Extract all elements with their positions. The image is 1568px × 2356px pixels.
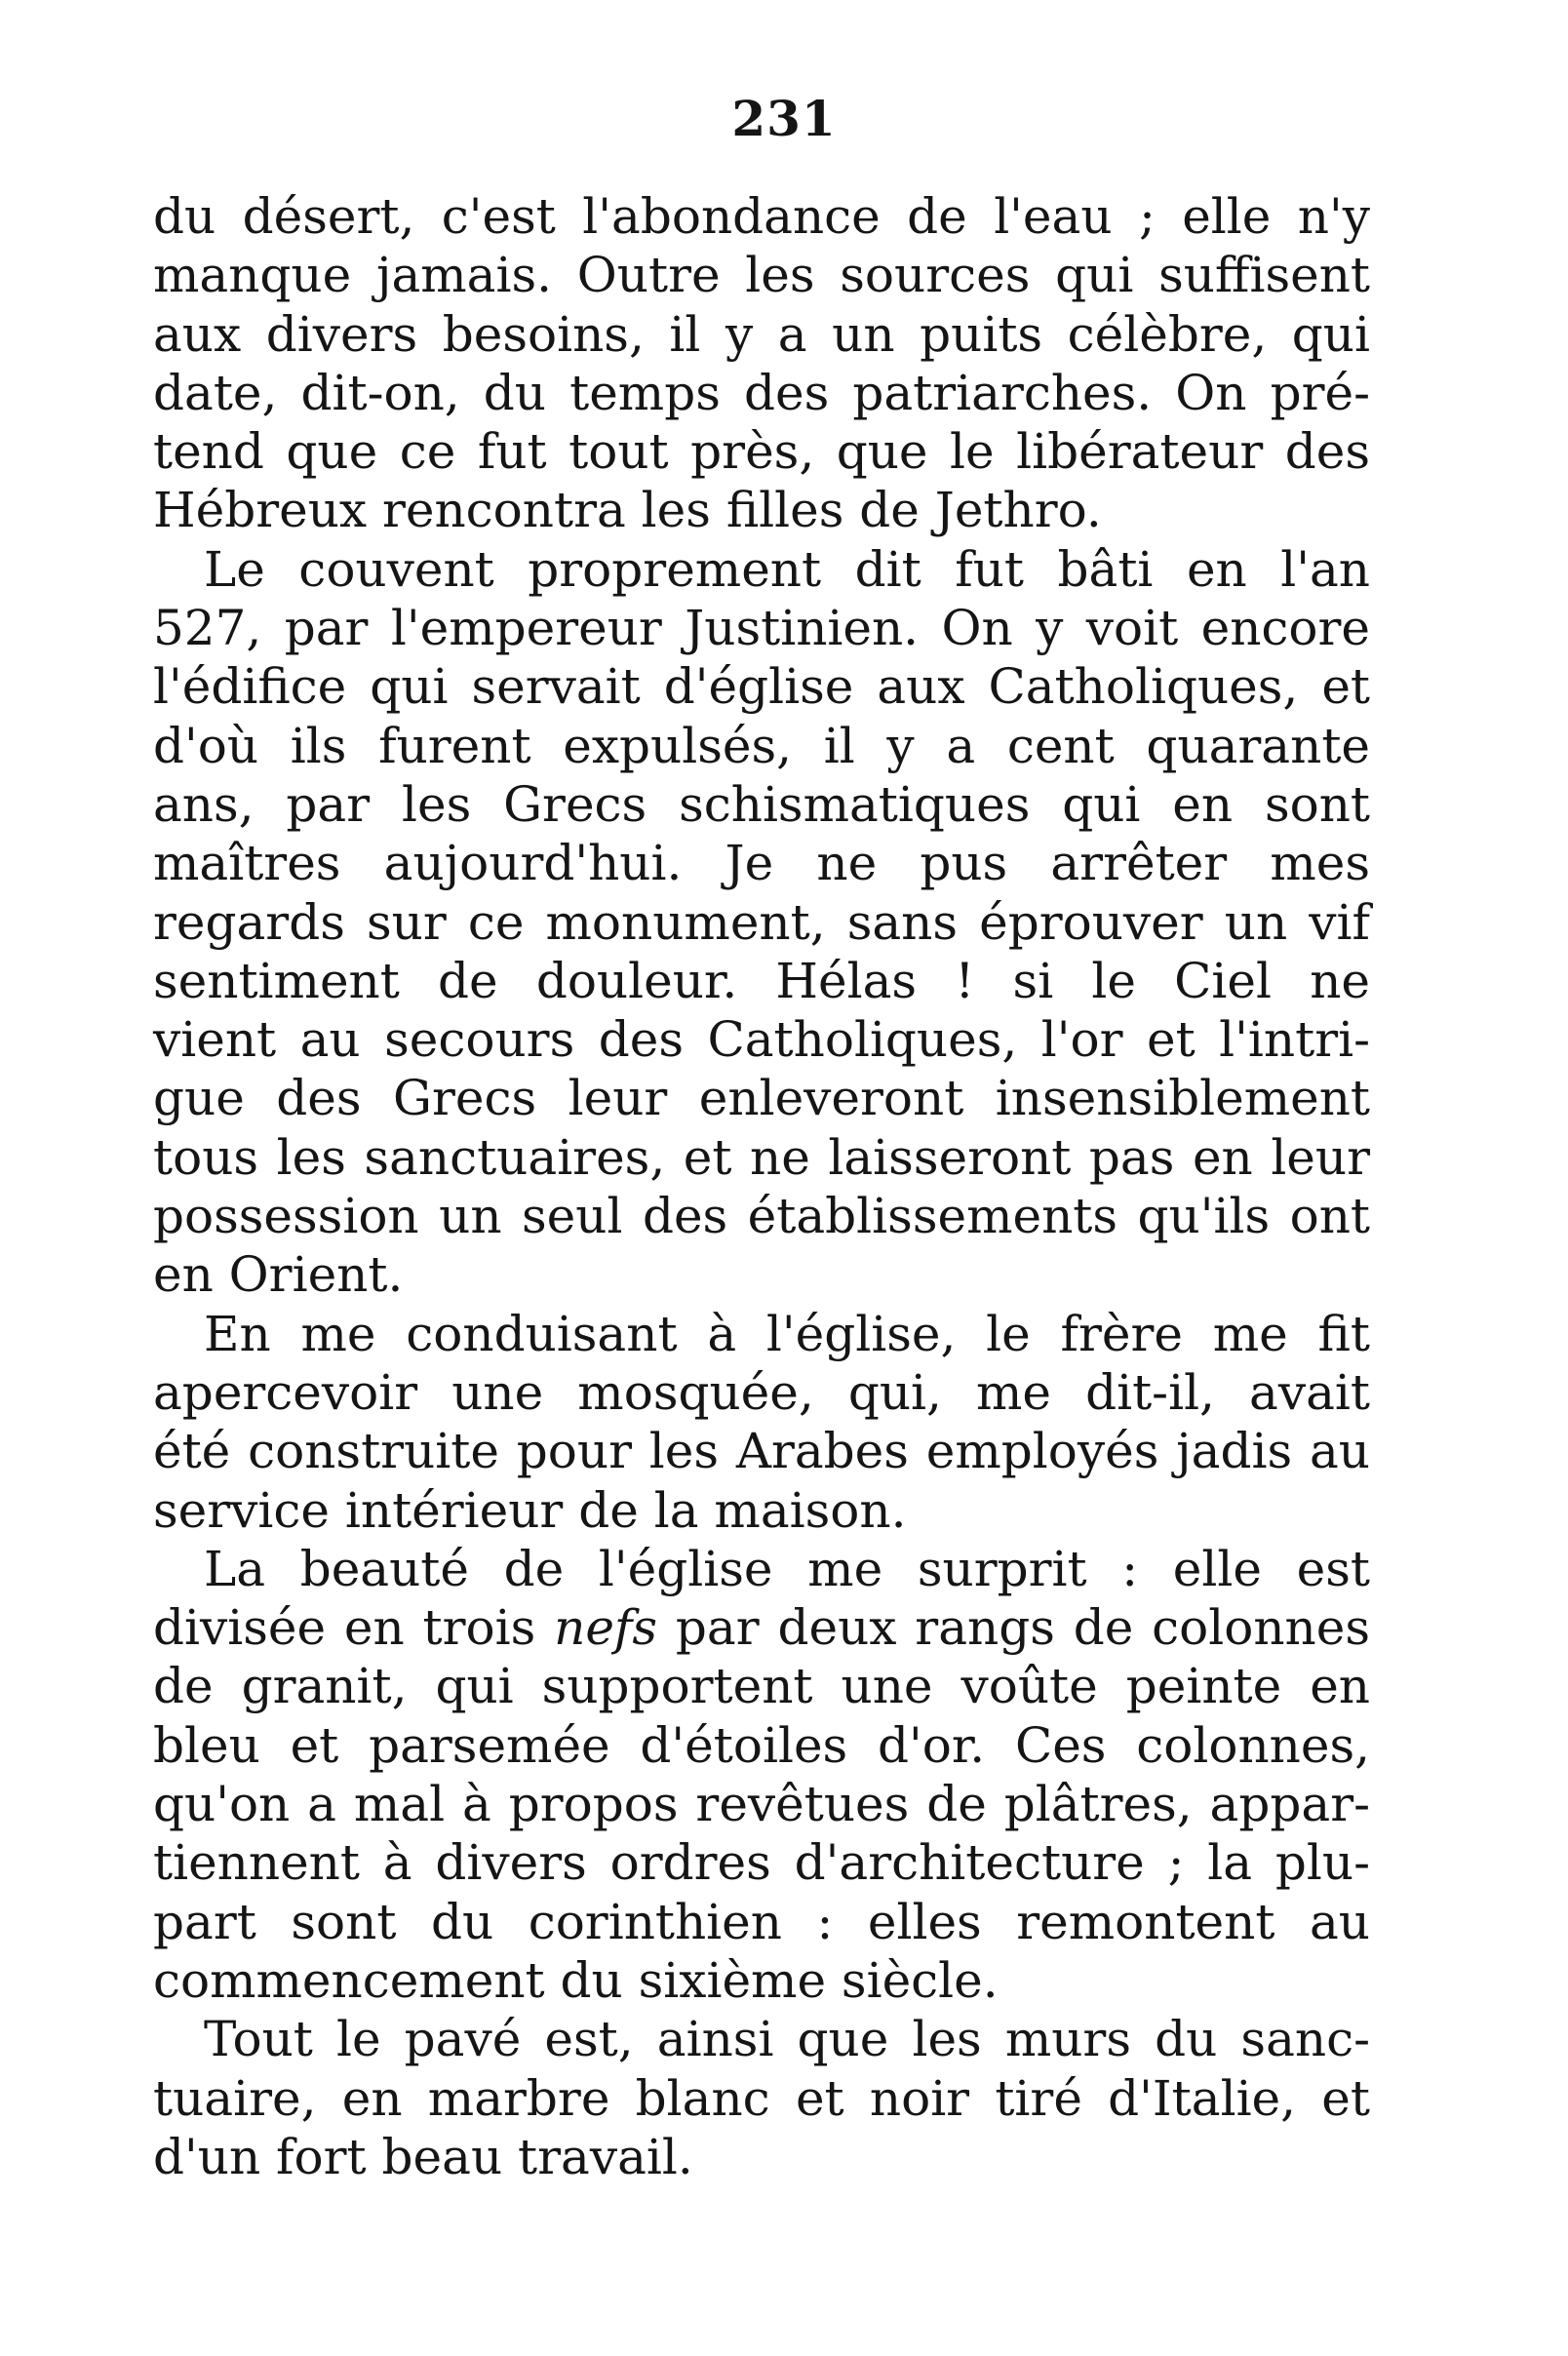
text-line: apercevoir une mosquée, qui, me dit-il, avait <box>153 1363 1370 1421</box>
paragraph-1 <box>153 187 1370 540</box>
text-line: part sont du corinthien : elles remontent au <box>153 1893 1370 1950</box>
text-line: tous les sanctuaires, et ne laisseront pas en leur <box>153 1128 1370 1186</box>
text-line: maîtres aujourd'hui. Je ne pus arrêter mes <box>153 835 1370 892</box>
text-line: l'édifice qui servait d'église aux Catholiques, et <box>153 658 1370 716</box>
text-line: service intérieur de la maison. <box>153 1481 907 1539</box>
text-line: divisée en trois nefs par deux rangs de colonnes <box>153 1599 1371 1657</box>
paragraph-4 <box>153 1540 1370 2010</box>
text-line: Le couvent proprement dit fut bâti en l'an <box>204 540 1370 598</box>
paragraph-2 <box>153 540 1370 1305</box>
text-line: en Orient. <box>153 1246 404 1304</box>
page-number: 231 <box>731 90 837 147</box>
text-line: La beauté de l'église me surprit : elle est <box>204 1540 1370 1597</box>
text-line: tiennent à divers ordres d'architecture ; la plu- <box>153 1834 1370 1892</box>
text-line: regards sur ce monument, sans éprouver un vif <box>153 893 1370 951</box>
text-line: été construite pour les Arabes employés jadis au <box>153 1423 1370 1480</box>
text-line: Tout le pavé est, ainsi que les murs du sanc- <box>204 2011 1370 2068</box>
text-line: vient au secours des Catholiques, l'or et l'intri- <box>153 1011 1370 1069</box>
text-line: commencement du sixième siècle. <box>153 1951 999 2009</box>
text-line: 527, par l'empereur Justinien. On y voit encore <box>153 600 1370 657</box>
text-line: ans, par les Grecs schismatiques qui en sont <box>153 775 1370 833</box>
text-line: manque jamais. Outre les sources qui suffisent <box>153 247 1370 304</box>
text-line: tuaire, en marbre blanc et noir tiré d'Italie, et <box>153 2069 1370 2127</box>
text-line: Hébreux rencontra les filles de Jethro. <box>153 482 1102 539</box>
paragraph-5 <box>153 2010 1370 2186</box>
text-line: gue des Grecs leur enleveront insensiblement <box>153 1070 1370 1127</box>
text-line: possession un seul des établissements qu'ils ont <box>153 1188 1370 1245</box>
text-line: aux divers besoins, il y a un puits célèbre, qui <box>153 305 1370 363</box>
text-line: tend que ce fut tout près, que le libérateur des <box>153 423 1370 481</box>
body-text <box>153 187 1370 2186</box>
text-line: En me conduisant à l'église, le frère me fit <box>204 1305 1370 1362</box>
text-line: d'un fort beau travail. <box>153 2128 693 2185</box>
text-line: de granit, qui supportent une voûte peinte en <box>153 1658 1370 1715</box>
text-line: bleu et parsemée d'étoiles d'or. Ces colonnes, <box>153 1716 1370 1774</box>
text-line: d'où ils furent expulsés, il y a cent quarante <box>153 717 1370 774</box>
text-line: sentiment de douleur. Hélas ! si le Ciel ne <box>153 952 1370 1009</box>
text-line: du désert, c'est l'abondance de l'eau ; elle n'y <box>153 188 1370 245</box>
text-line: date, dit-on, du temps des patriarches. On pré- <box>153 364 1370 421</box>
text-line: qu'on a mal à propos revêtues de plâtres, appar- <box>153 1776 1370 1833</box>
paragraph-3 <box>153 1305 1370 1540</box>
